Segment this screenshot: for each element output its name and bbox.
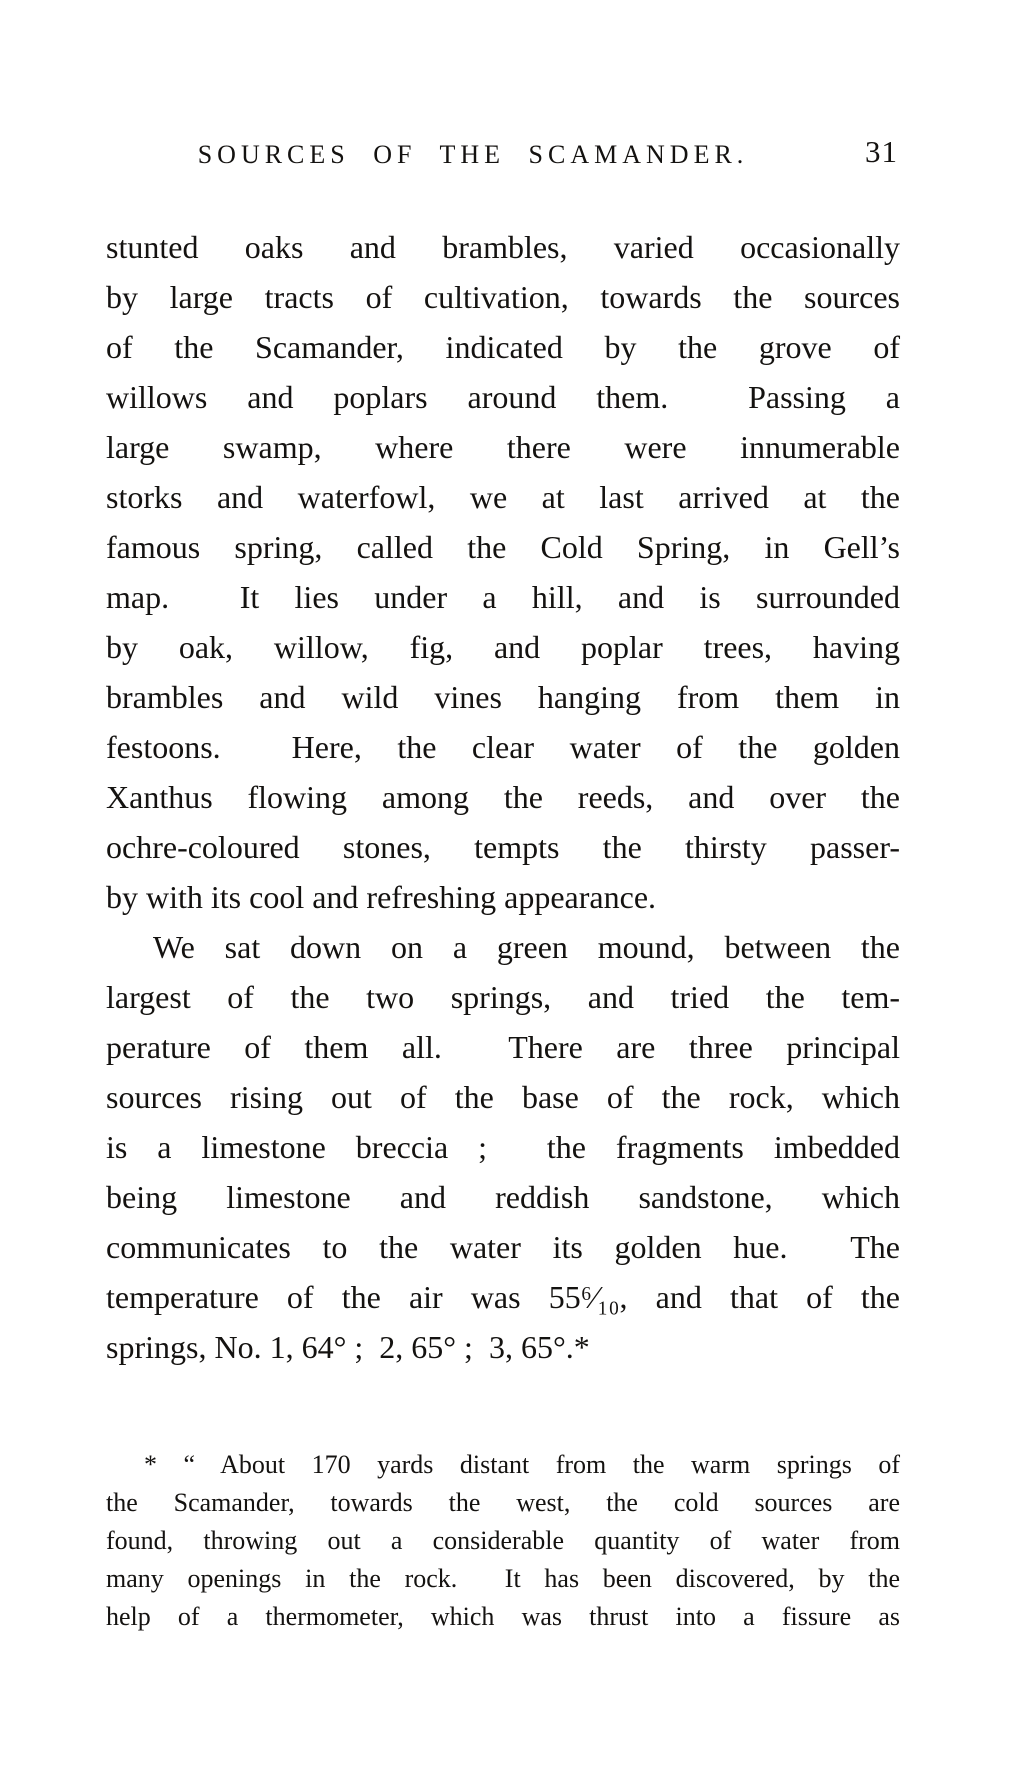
text-line: by large tracts of cultivation, towards the sources	[106, 279, 900, 315]
footnote-line: many openings in the rock. It has been discovered, by the	[106, 1564, 900, 1593]
text-line: festoons. Here, the clear water of the golden	[106, 729, 900, 765]
text-line: perature of them all. There are three principal	[106, 1029, 900, 1065]
running-header	[106, 134, 900, 178]
footnote-line: help of a thermometer, which was thrust into a fissure as	[106, 1602, 900, 1631]
text-line: being limestone and reddish sandstone, which	[106, 1179, 900, 1215]
footnote-first-line: * “ About 170 yards distant from the warm springs of	[144, 1450, 900, 1479]
text-line: temperature of the air was 55⁶⁄₁₀, and that of the	[106, 1279, 900, 1315]
text-line: springs, No. 1, 64° ; 2, 65° ; 3, 65°.*	[106, 1329, 590, 1365]
text-line: is a limestone breccia ; the fragments imbedded	[106, 1129, 900, 1165]
text-column	[106, 134, 900, 1636]
text-line: brambles and wild vines hanging from them in	[106, 679, 900, 715]
paragraph	[106, 922, 900, 1372]
text-line: We sat down on a green mound, between the	[153, 929, 900, 965]
text-line: sources rising out of the base of the rock, which	[106, 1079, 900, 1115]
text-line: ochre-coloured stones, tempts the thirsty passer-	[106, 829, 900, 865]
footnote	[106, 1446, 900, 1636]
body-text	[106, 222, 900, 1372]
text-line: famous spring, called the Cold Spring, in Gell’s	[106, 529, 900, 565]
text-line: Xanthus flowing among the reeds, and over the	[106, 779, 900, 815]
text-line: map. It lies under a hill, and is surrounded	[106, 579, 900, 615]
text-line: willows and poplars around them. Passing a	[106, 379, 900, 415]
text-line: large swamp, where there were innumerable	[106, 429, 900, 465]
text-line: stunted oaks and brambles, varied occasionally	[106, 229, 900, 265]
text-line: of the Scamander, indicated by the grove of	[106, 329, 900, 365]
footnote-line: found, throwing out a considerable quantity of water from	[106, 1526, 900, 1555]
paragraph	[106, 222, 900, 922]
page-number: 31	[865, 134, 898, 169]
text-line: storks and waterfowl, we at last arrived at the	[106, 479, 900, 515]
text-line: by oak, willow, fig, and poplar trees, having	[106, 629, 900, 665]
footnote-line: the Scamander, towards the west, the cold sources are	[106, 1488, 900, 1517]
text-line: largest of the two springs, and tried the tem-	[106, 979, 900, 1015]
text-line: by with its cool and refreshing appearance.	[106, 879, 657, 915]
text-line: communicates to the water its golden hue. The	[106, 1229, 900, 1265]
running-header-title: SOURCES OF THE SCAMANDER.	[197, 140, 749, 169]
